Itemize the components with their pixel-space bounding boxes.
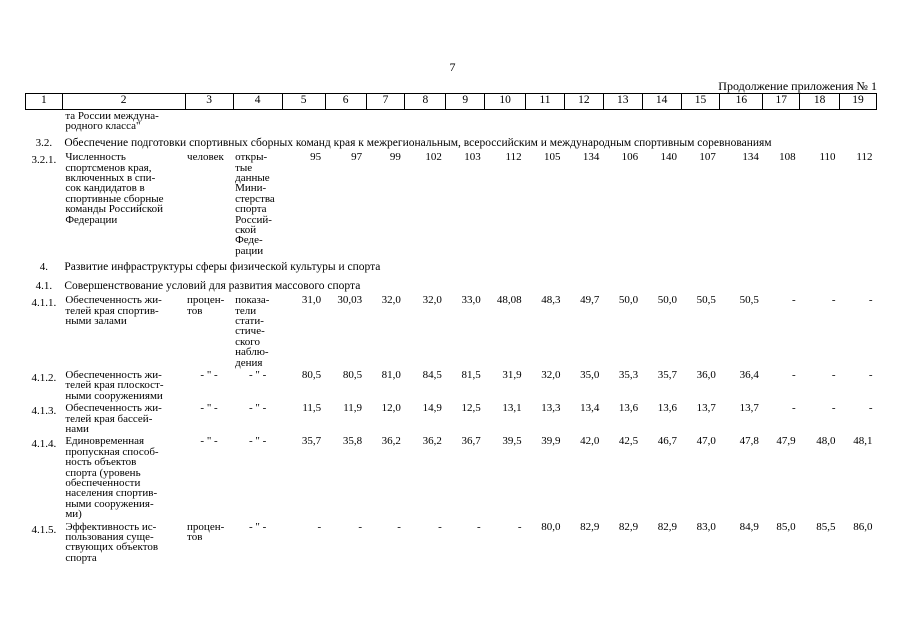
header-cell: 17 xyxy=(763,94,800,110)
value-cell: 30,03 xyxy=(337,294,363,307)
value-cell: 112 xyxy=(505,151,522,164)
value-cell: 50,5 xyxy=(696,294,716,307)
value-cell: 31,0 xyxy=(301,294,322,307)
row-number: 4.1.5. xyxy=(31,523,57,536)
value-cell: 13,7 xyxy=(696,402,716,415)
value-cell: 84,5 xyxy=(422,368,442,381)
value-cell: 33,0 xyxy=(461,294,481,307)
header-cell: 9 xyxy=(446,94,485,110)
value-cell: 80,5 xyxy=(301,368,322,381)
value-cell: - xyxy=(868,294,873,307)
value-cell: 82,9 xyxy=(618,520,639,533)
value-cell: 80,5 xyxy=(342,368,363,381)
value-cell: 81,5 xyxy=(461,368,481,381)
header-cell: 12 xyxy=(564,94,603,110)
value-cell: 36,2 xyxy=(381,435,401,448)
page-number: 7 xyxy=(449,60,456,74)
value-cell: 11,9 xyxy=(343,402,363,415)
value-cell: - xyxy=(358,520,363,533)
unit-cell: процен- тов xyxy=(187,294,225,317)
value-cell: 47,8 xyxy=(739,435,759,448)
value-cell: - xyxy=(831,368,836,381)
header-cell: 7 xyxy=(366,94,405,110)
value-cell: 48,1 xyxy=(853,435,873,448)
value-cell: 48,0 xyxy=(816,435,836,448)
value-cell: 86,0 xyxy=(853,520,873,533)
table-row xyxy=(26,369,877,402)
unit-cell: - " - xyxy=(200,368,218,381)
indicator-name: Обеспеченность жи- телей края спортив- ными залами xyxy=(65,294,162,327)
value-cell: 50,0 xyxy=(657,294,678,307)
indicator-name: Эффективность ис- пользования суще- ствующих объектов спорта xyxy=(65,520,159,564)
header-cell: 3 xyxy=(185,94,233,110)
header-cell: 15 xyxy=(681,94,720,110)
header-cell: 19 xyxy=(840,94,877,110)
value-cell: - xyxy=(317,520,322,533)
section-title: Обеспечение подготовки спортивных сборных команд края к межрегиональным, всероссийским и международным спортивным соревнованиям xyxy=(64,136,772,149)
value-cell: 84,9 xyxy=(739,520,759,533)
table-row xyxy=(26,402,877,435)
row-number: 4.1.3. xyxy=(31,405,57,418)
unit-cell: процен- тов xyxy=(187,520,225,544)
value-cell: 35,3 xyxy=(618,368,639,381)
value-cell: 12,0 xyxy=(381,402,401,415)
header-cell: 5 xyxy=(282,94,325,110)
value-cell: 42,5 xyxy=(618,435,639,448)
header-cell: 1 xyxy=(26,94,63,110)
value-cell: 140 xyxy=(660,151,678,164)
header-cell: 13 xyxy=(603,94,642,110)
section-title: Развитие инфраструктуры сферы физической культуры и спорта xyxy=(64,261,381,274)
source-cell: - " - xyxy=(248,435,267,448)
value-cell: 32,0 xyxy=(541,368,561,381)
value-cell: 107 xyxy=(699,151,716,164)
value-cell: 14,9 xyxy=(422,402,442,415)
indicator-table xyxy=(25,93,877,564)
source-cell: - " - xyxy=(248,402,267,415)
value-cell: 102 xyxy=(425,151,442,164)
table-row xyxy=(26,110,877,133)
value-cell: - xyxy=(831,294,836,307)
indicator-name: Численность спортсменов края, включенных в спи- сок кандидатов в спортивные сборные команды Российской Федерации xyxy=(65,151,164,226)
header-cell: 16 xyxy=(720,94,763,110)
value-cell: 50,5 xyxy=(739,294,759,307)
value-cell: 36,0 xyxy=(696,368,716,381)
value-cell: 39,9 xyxy=(541,435,561,448)
unit-cell: - " - xyxy=(200,402,218,415)
value-cell: 80,0 xyxy=(541,520,561,533)
value-cell: 82,9 xyxy=(657,520,678,533)
value-cell: 13,4 xyxy=(580,402,600,415)
value-cell: 83,0 xyxy=(696,520,716,533)
value-cell: 32,0 xyxy=(381,294,401,307)
source-cell: - " - xyxy=(248,368,267,381)
value-cell: 13,3 xyxy=(541,402,561,415)
header-cell: 18 xyxy=(800,94,840,110)
header-row xyxy=(26,94,877,110)
value-cell: 85,0 xyxy=(776,520,796,533)
value-cell: 49,7 xyxy=(580,294,600,307)
header-cell: 11 xyxy=(526,94,565,110)
row-number: 4.1.1. xyxy=(31,297,57,310)
value-cell: 134 xyxy=(742,151,759,164)
continuation-label: Продолжение приложения № 1 xyxy=(718,79,877,93)
value-cell: 50,0 xyxy=(618,294,639,307)
section-row xyxy=(26,133,877,151)
value-cell: 13,7 xyxy=(739,402,759,415)
value-cell: 105 xyxy=(543,151,561,164)
header-cell: 2 xyxy=(62,94,185,110)
value-cell: 36,4 xyxy=(739,368,759,381)
value-cell: 106 xyxy=(621,151,639,164)
indicator-name: Единовременная пропускная способ- ность объектов спорта (уровень обеспеченности населения спортив- ными сооружения- ми) xyxy=(65,435,159,521)
value-cell: 36,7 xyxy=(461,435,481,448)
table-row xyxy=(26,294,877,369)
value-cell: 47,9 xyxy=(776,435,796,448)
row-number: 4.1.4. xyxy=(31,438,57,451)
row-number: 3.2. xyxy=(35,136,53,149)
table-row xyxy=(26,151,877,257)
value-cell: 47,0 xyxy=(696,435,716,448)
value-cell: 85,5 xyxy=(816,520,836,533)
value-cell: - xyxy=(868,402,873,415)
source-cell: откры- тые данные Мини- стерства спорта Россий- ской Феде- рации xyxy=(235,151,275,257)
indicator-name: та России междуна- родного класса" xyxy=(65,110,159,133)
value-cell: 11,5 xyxy=(302,402,322,415)
value-cell: 36,2 xyxy=(422,435,442,448)
value-cell: 35,7 xyxy=(301,435,322,448)
header-cell: 14 xyxy=(642,94,681,110)
header-cell: 6 xyxy=(325,94,366,110)
value-cell: 95 xyxy=(310,151,322,164)
table-row xyxy=(26,435,877,520)
unit-cell: - " - xyxy=(200,435,218,448)
section-row xyxy=(26,257,877,275)
unit-cell: человек xyxy=(187,151,224,164)
value-cell: 13,6 xyxy=(618,402,639,415)
value-cell: 110 xyxy=(819,151,836,164)
value-cell: 13,6 xyxy=(657,402,678,415)
row-number: 4.1.2. xyxy=(31,371,57,384)
header-cell: 4 xyxy=(233,94,282,110)
value-cell: 82,9 xyxy=(580,520,600,533)
value-cell: 13,1 xyxy=(502,402,522,415)
table-row xyxy=(26,521,877,565)
value-cell: - xyxy=(438,520,442,533)
value-cell: 35,7 xyxy=(657,368,678,381)
value-cell: - xyxy=(831,402,836,415)
indicator-name: Обеспеченность жи- телей края бассей- нами xyxy=(65,402,162,435)
section-title: Совершенствование условий для развития массового спорта xyxy=(64,279,361,292)
value-cell: 46,7 xyxy=(657,435,678,448)
header-cell: 10 xyxy=(485,94,526,110)
section-row xyxy=(26,276,877,294)
value-cell: - xyxy=(791,294,796,307)
value-cell: 42,0 xyxy=(580,435,600,448)
row-number: 4.1. xyxy=(35,279,53,292)
header-cell: 8 xyxy=(405,94,446,110)
value-cell: - xyxy=(868,368,873,381)
value-cell: 48,3 xyxy=(541,294,561,307)
value-cell: - xyxy=(791,402,796,415)
value-cell: 99 xyxy=(389,151,401,164)
row-number: 4. xyxy=(39,261,49,274)
source-cell: - " - xyxy=(248,520,267,533)
value-cell: 81,0 xyxy=(381,368,401,381)
value-cell: 12,5 xyxy=(461,402,481,415)
value-cell: - xyxy=(791,368,796,381)
value-cell: 134 xyxy=(582,151,600,164)
value-cell: 39,5 xyxy=(502,435,522,448)
value-cell: - xyxy=(517,520,522,533)
value-cell: 35,8 xyxy=(342,435,363,448)
value-cell: 112 xyxy=(856,151,873,164)
value-cell: 103 xyxy=(464,151,481,164)
indicator-name: Обеспеченность жи- телей края плоскост- ными сооружениями xyxy=(65,368,164,402)
value-cell: 35,0 xyxy=(580,368,600,381)
row-number: 3.2.1. xyxy=(31,154,57,167)
value-cell: 48,08 xyxy=(496,294,522,307)
value-cell: 97 xyxy=(351,151,363,164)
value-cell: - xyxy=(397,520,401,533)
source-cell: показа- тели стати- стиче- ского наблю- дения xyxy=(235,294,270,369)
value-cell: - xyxy=(477,520,481,533)
value-cell: 108 xyxy=(779,151,796,164)
value-cell: 31,9 xyxy=(502,368,522,381)
value-cell: 32,0 xyxy=(422,294,442,307)
